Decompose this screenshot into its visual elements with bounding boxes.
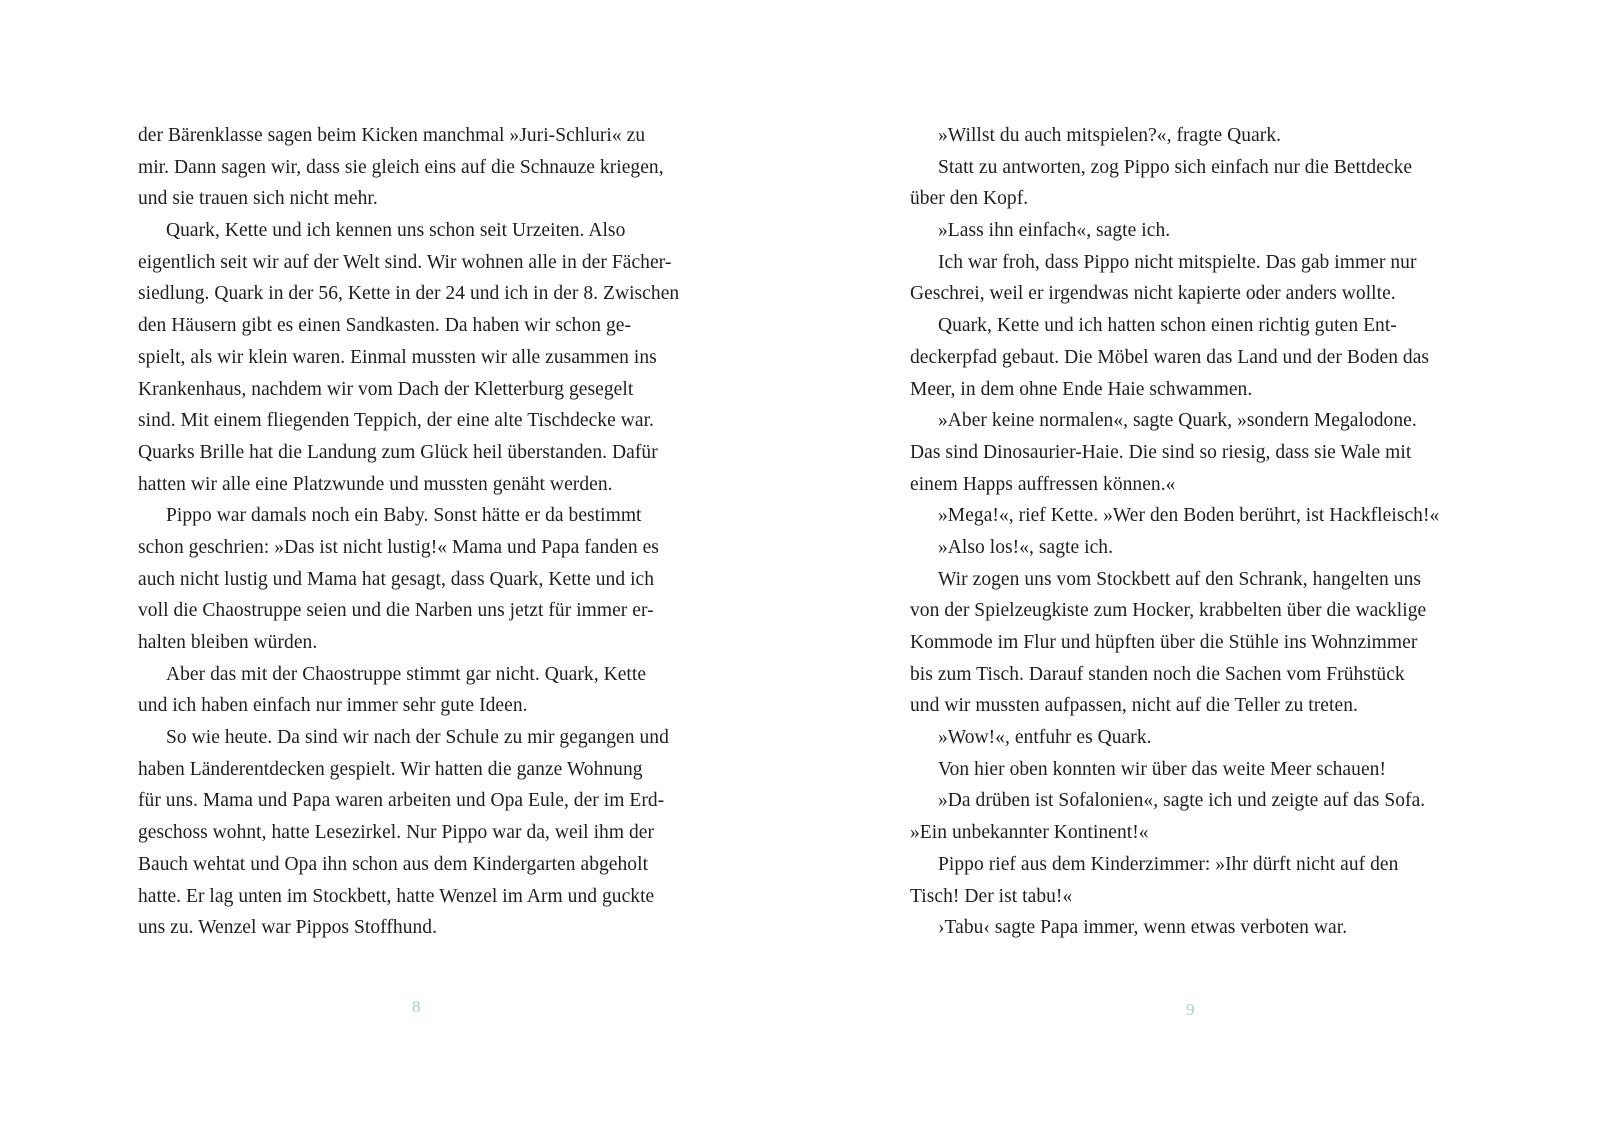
- text-line: Pippo war damals noch ein Baby. Sonst hätte er da bestimmt: [166, 505, 642, 527]
- text-line: siedlung. Quark in der 56, Kette in der 24 und ich in der 8. Zwischen: [138, 283, 680, 305]
- text-line: Pippo rief aus dem Kinderzimmer: »Ihr dürft nicht auf den: [938, 853, 1399, 875]
- text-line: spielt, als wir klein waren. Einmal mussten wir alle zusammen ins: [138, 346, 657, 368]
- text-line: für uns. Mama und Papa waren arbeiten und Opa Eule, der im Erd-: [138, 790, 665, 812]
- text-line: »Wow!«, entfuhr es Quark.: [938, 727, 1152, 749]
- text-line: sind. Mit einem fliegenden Teppich, der eine alte Tischdecke war.: [138, 410, 654, 432]
- text-line: »Mega!«, rief Kette. »Wer den Boden berührt, ist Hackfleisch!«: [938, 505, 1440, 527]
- text-line: haben Länderentdecken gespielt. Wir hatten die ganze Wohnung: [138, 758, 643, 780]
- text-line: Meer, in dem ohne Ende Haie schwammen.: [910, 378, 1253, 400]
- text-line: auch nicht lustig und Mama hat gesagt, dass Quark, Kette und ich: [138, 568, 655, 590]
- right-page-text: [910, 120, 1480, 944]
- text-line: Von hier oben konnten wir über das weite Meer schauen!: [938, 758, 1386, 780]
- text-line: mir. Dann sagen wir, dass sie gleich eins auf die Schnauze kriegen,: [138, 156, 664, 178]
- text-line: geschoss wohnt, hatte Lesezirkel. Nur Pippo war da, weil ihm der: [138, 822, 655, 844]
- text-line: »Ein unbekannter Kontinent!«: [910, 822, 1149, 844]
- text-line: einem Happs auffressen können.«: [910, 473, 1176, 495]
- text-line: »Also los!«, sagte ich.: [938, 536, 1114, 558]
- text-line: Krankenhaus, nachdem wir vom Dach der Kletterburg gesegelt: [138, 378, 634, 400]
- text-line: hatten wir alle eine Platzwunde und mussten genäht werden.: [138, 473, 613, 495]
- text-line: Ich war froh, dass Pippo nicht mitspielte. Das gab immer nur: [938, 251, 1417, 273]
- right-page-number: 9: [1186, 1000, 1195, 1019]
- text-line: und sie trauen sich nicht mehr.: [138, 188, 378, 210]
- text-line: schon geschrien: »Das ist nicht lustig!« Mama und Papa fanden es: [138, 536, 659, 558]
- text-line: und ich haben einfach nur immer sehr gute Ideen.: [138, 695, 528, 717]
- text-line: Kommode im Flur und hüpften über die Stühle ins Wohnzimmer: [910, 632, 1418, 653]
- text-line: und wir mussten aufpassen, nicht auf die Teller zu treten.: [910, 695, 1358, 717]
- text-line: eigentlich seit wir auf der Welt sind. Wir wohnen alle in der Fächer-: [138, 251, 672, 273]
- text-line: der Bärenklasse sagen beim Kicken manchmal »Juri-Schluri« zu: [138, 125, 646, 146]
- text-line: hatte. Er lag unten im Stockbett, hatte Wenzel im Arm und guckte: [138, 885, 655, 907]
- text-line: halten bleiben würden.: [138, 632, 318, 653]
- text-line: den Häusern gibt es einen Sandkasten. Da haben wir schon ge-: [138, 315, 632, 337]
- text-line: Bauch wehtat und Opa ihn schon aus dem Kindergarten abgeholt: [138, 853, 649, 875]
- text-line: bis zum Tisch. Darauf standen noch die Sachen vom Frühstück: [910, 663, 1405, 685]
- text-line: Quark, Kette und ich hatten schon einen richtig guten Ent-: [938, 315, 1397, 337]
- text-line: »Aber keine normalen«, sagte Quark, »sondern Megalodone.: [938, 410, 1417, 432]
- text-line: Wir zogen uns vom Stockbett auf den Schrank, hangelten uns: [938, 568, 1422, 590]
- text-line: von der Spielzeugkiste zum Hocker, krabbelten über die wacklige: [910, 600, 1427, 622]
- text-line: Geschrei, weil er irgendwas nicht kapierte oder anders wollte.: [910, 283, 1396, 305]
- left-page-number: 8: [412, 997, 421, 1016]
- text-line: So wie heute. Da sind wir nach der Schule zu mir gegangen und: [166, 727, 669, 749]
- text-line: »Lass ihn einfach«, sagte ich.: [938, 220, 1171, 242]
- text-line: Das sind Dinosaurier-Haie. Die sind so riesig, dass sie Wale mit: [910, 441, 1412, 463]
- text-line: voll die Chaostruppe seien und die Narben uns jetzt für immer er-: [138, 600, 654, 622]
- text-line: Aber das mit der Chaostruppe stimmt gar nicht. Quark, Kette: [166, 663, 647, 685]
- text-line: Quarks Brille hat die Landung zum Glück heil überstanden. Dafür: [138, 441, 658, 463]
- text-line: »Willst du auch mitspielen?«, fragte Quark.: [938, 125, 1282, 146]
- text-line: Statt zu antworten, zog Pippo sich einfach nur die Bettdecke: [938, 156, 1413, 178]
- text-line: über den Kopf.: [910, 188, 1029, 210]
- text-line: deckerpfad gebaut. Die Möbel waren das Land und der Boden das: [910, 346, 1430, 368]
- text-line: ›Tabu‹ sagte Papa immer, wenn etwas verboten war.: [938, 917, 1348, 939]
- left-page-text: [138, 120, 708, 944]
- text-line: Quark, Kette und ich kennen uns schon seit Urzeiten. Also: [166, 220, 626, 242]
- text-line: uns zu. Wenzel war Pippos Stoffhund.: [138, 917, 438, 939]
- text-line: »Da drüben ist Sofalonien«, sagte ich und zeigte auf das Sofa.: [938, 790, 1426, 812]
- text-line: Tisch! Der ist tabu!«: [910, 885, 1073, 907]
